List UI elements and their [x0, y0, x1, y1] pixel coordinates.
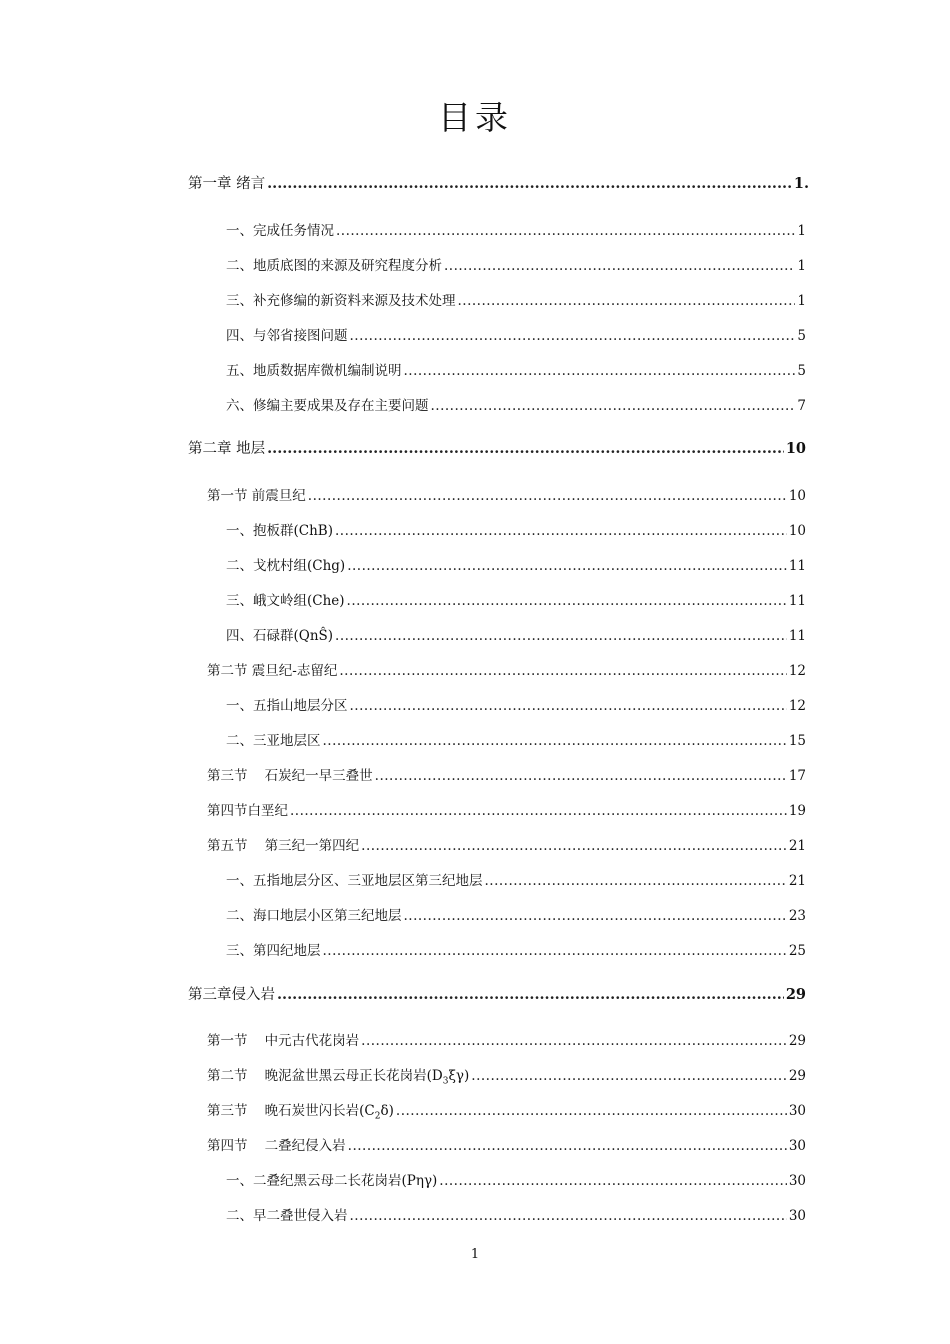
leader-dots: [267, 440, 784, 457]
toc-entry-label: 一、二叠纪黑云母二长花岗岩(Pηγ): [226, 1173, 438, 1189]
leader-dots: [323, 733, 787, 749]
toc-entry-page: 1: [797, 258, 806, 274]
toc-entry[interactable]: [226, 729, 806, 749]
leader-dots: [439, 1173, 787, 1189]
toc-entry-section[interactable]: [207, 1029, 806, 1049]
toc-entry-page: 29: [788, 1033, 806, 1049]
toc-entry-label: 第二节 震旦纪-志留纪: [207, 663, 338, 679]
leader-dots: [339, 663, 786, 679]
toc-entry[interactable]: [226, 254, 806, 274]
toc-entry[interactable]: [226, 939, 806, 959]
label-subscript: 3: [442, 1076, 449, 1087]
leader-dots: [308, 488, 787, 504]
leader-dots: [323, 943, 787, 959]
toc-entry-page: 21: [788, 838, 806, 854]
toc-entry[interactable]: [226, 324, 806, 344]
leader-dots: [485, 873, 787, 889]
toc-entry-label: 二、地质底图的来源及研究程度分析: [226, 258, 442, 274]
toc-entry[interactable]: [226, 624, 806, 644]
toc-entry-page: 17: [788, 768, 806, 784]
toc-entry-page: 23: [788, 908, 806, 924]
toc-entry-label: 二、海口地层小区第三纪地层: [226, 908, 402, 924]
toc-entry-label: 一、五指山地层分区: [226, 698, 348, 714]
leader-dots: [348, 1138, 787, 1154]
toc-entry[interactable]: [226, 1204, 806, 1224]
toc-entry-section[interactable]: [207, 1064, 806, 1087]
leader-dots: [335, 628, 787, 644]
leader-dots: [267, 175, 792, 192]
leader-dots: [350, 328, 796, 344]
label-text-end: δ): [380, 1103, 394, 1119]
toc-entry[interactable]: [226, 289, 806, 309]
label-text: 第二节 晚泥盆世黑云母正长花岗岩(D: [207, 1068, 443, 1084]
toc-entry-section[interactable]: [207, 1099, 806, 1122]
toc-entry[interactable]: [226, 589, 806, 609]
leader-dots: [277, 986, 784, 1003]
toc-entry-label: 三、峨文岭组(Che): [226, 593, 345, 609]
toc-entry-label: 第三章侵入岩: [188, 987, 275, 1003]
toc-entry-page: 11: [788, 628, 806, 644]
toc-entry[interactable]: [226, 1169, 806, 1189]
toc-entry-page: 1: [797, 223, 806, 239]
leader-dots: [471, 1068, 787, 1084]
toc-entry-page: 12: [788, 663, 806, 679]
toc-entry-page: 10: [788, 488, 806, 504]
toc-entry-label: [207, 1064, 469, 1087]
toc-entry-label: 第一节 中元古代花岗岩: [207, 1033, 360, 1049]
toc-entry-page: 30: [788, 1103, 806, 1119]
leader-dots: [361, 1033, 787, 1049]
toc-entry-page: 5: [797, 363, 806, 379]
leader-dots: [431, 398, 796, 414]
leader-dots: [335, 523, 787, 539]
toc-entry-page: 29: [785, 986, 806, 1003]
toc-entry-page: 19: [788, 803, 806, 819]
leader-dots: [336, 223, 795, 239]
toc-entry-label: 二、早二叠世侵入岩: [226, 1208, 348, 1224]
leader-dots: [347, 593, 787, 609]
toc-entry-page: 11: [788, 558, 806, 574]
label-text-end: ξγ): [448, 1068, 470, 1084]
toc-entry-section[interactable]: [207, 834, 806, 854]
page-number: 1: [470, 1247, 480, 1262]
leader-dots: [404, 908, 787, 924]
toc-entry[interactable]: [226, 519, 806, 539]
toc-entry-label: 四、与邻省接图问题: [226, 328, 348, 344]
toc-entry-label: 一、五指地层分区、三亚地层区第三纪地层: [226, 873, 483, 889]
toc-entry[interactable]: [226, 869, 806, 889]
page-title: 目录: [438, 98, 512, 137]
toc-entry-label: 三、补充修编的新资料来源及技术处理: [226, 293, 456, 309]
toc-entry-label: 一、抱板群(ChB): [226, 523, 333, 539]
toc-entry-label: 三、第四纪地层: [226, 943, 321, 959]
toc-entry-page: 10: [788, 523, 806, 539]
toc-entry-chapter[interactable]: [188, 983, 806, 1004]
leader-dots: [458, 293, 796, 309]
leader-dots: [350, 698, 787, 714]
toc-entry-label: 第三节 石炭纪一早三叠世: [207, 768, 373, 784]
toc-entry-label: 一、完成任务情况: [226, 223, 334, 239]
toc-entry-chapter[interactable]: [188, 172, 809, 193]
toc-entry[interactable]: [226, 554, 806, 574]
leader-dots: [444, 258, 795, 274]
leader-dots: [396, 1103, 787, 1119]
toc-entry-section[interactable]: [207, 764, 806, 784]
toc-entry-page: 1.: [793, 175, 809, 192]
toc-entry-section[interactable]: [207, 1134, 806, 1154]
leader-dots: [290, 803, 787, 819]
toc-entry[interactable]: [226, 219, 806, 239]
toc-entry-label: 二、戈枕村组(Chg): [226, 558, 346, 574]
toc-entry-page: 7: [797, 398, 806, 414]
toc-entry-page: 29: [788, 1068, 806, 1084]
toc-entry-label: [207, 1099, 394, 1122]
leader-dots: [375, 768, 787, 784]
toc-entry-page: 15: [788, 733, 806, 749]
label-text: 第三节 晚石炭世闪长岩(C: [207, 1103, 375, 1119]
toc-entry-label: 六、修编主要成果及存在主要问题: [226, 398, 429, 414]
toc-entry-page: 30: [788, 1173, 806, 1189]
toc-entry-section[interactable]: [207, 659, 806, 679]
toc-entry-section[interactable]: [207, 799, 806, 819]
toc-entry-page: 11: [788, 593, 806, 609]
toc-entry-page: 12: [788, 698, 806, 714]
leader-dots: [347, 558, 787, 574]
toc-entry[interactable]: [226, 694, 806, 714]
toc-entry-label: 第四节 二叠纪侵入岩: [207, 1138, 346, 1154]
toc-entry-label: 五、地质数据库微机编制说明: [226, 363, 402, 379]
toc-entry-page: 1: [797, 293, 806, 309]
toc-entry-section[interactable]: [207, 484, 806, 504]
toc-entry[interactable]: [226, 394, 806, 414]
toc-entry-label: 第二章 地层: [188, 441, 266, 457]
toc-entry-page: 5: [797, 328, 806, 344]
toc-entry-label: 第一章 绪言: [188, 176, 266, 192]
toc-entry-page: 25: [788, 943, 806, 959]
toc-entry-page: 30: [788, 1138, 806, 1154]
toc-entry-label: 第四节白垩纪: [207, 803, 288, 819]
toc-entry-page: 21: [788, 873, 806, 889]
label-subscript: 2: [374, 1111, 381, 1122]
toc-entry-chapter[interactable]: [188, 437, 806, 458]
toc-entry-label: 第五节 第三纪一第四纪: [207, 838, 360, 854]
toc-entry-label: 第一节 前震旦纪: [207, 488, 306, 504]
toc-entry-label: 四、石碌群(QnŜ): [226, 628, 334, 644]
toc-entry-label: 二、三亚地层区: [226, 733, 321, 749]
toc-entry-page: 10: [785, 440, 806, 457]
leader-dots: [350, 1208, 787, 1224]
toc-entry[interactable]: [226, 359, 806, 379]
leader-dots: [361, 838, 787, 854]
toc-entry-page: 30: [788, 1208, 806, 1224]
toc-entry[interactable]: [226, 904, 806, 924]
leader-dots: [404, 363, 796, 379]
